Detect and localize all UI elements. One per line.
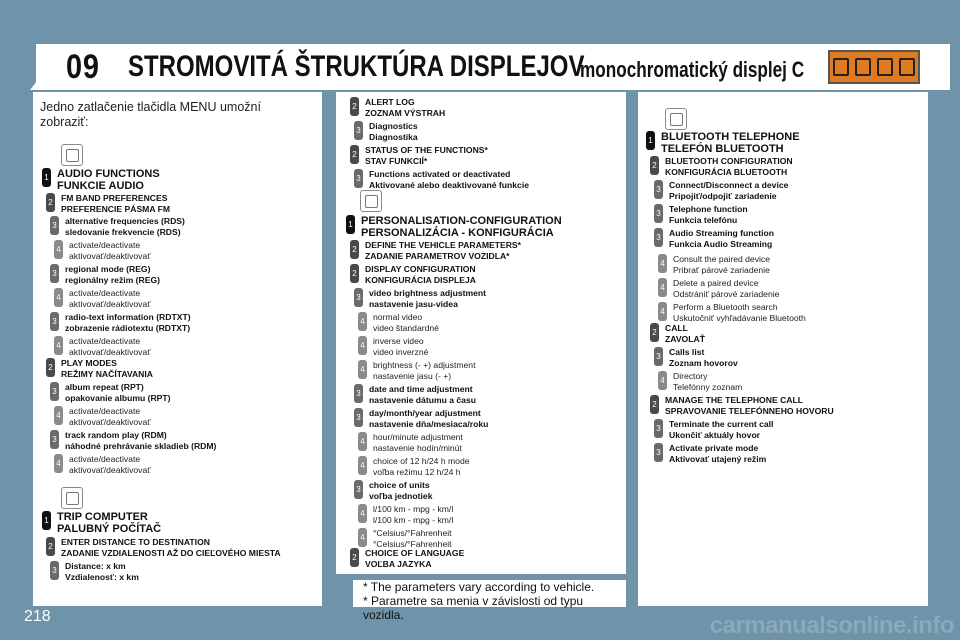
level-badge: 3 [50, 216, 59, 235]
item-label-sk: Aktivovať utajený režim [669, 453, 767, 464]
item-label-sk: Diagnostika [369, 131, 418, 142]
level-badge: 2 [350, 97, 359, 116]
tree-item-text [665, 156, 793, 177]
item-label-sk: ZAVOLAŤ [665, 333, 705, 344]
item-label-en: day/month/year adjustment [369, 408, 481, 418]
item-label-en: CHOICE OF LANGUAGE [365, 548, 465, 558]
item-label-sk: aktivovať/deaktivovať [69, 416, 151, 427]
item-label-sk: aktivovať/deaktivovať [69, 298, 151, 309]
tree-item-level-4 [658, 278, 779, 299]
item-label-sk: PERSONALIZÁCIA - KONFIGURÁCIA [361, 227, 554, 239]
tree-item-level-4 [358, 360, 475, 381]
level-badge: 2 [350, 264, 359, 283]
tree-item-text [61, 358, 153, 379]
level-badge: 3 [50, 430, 59, 449]
item-label-sk: Vzdialenosť: x km [65, 571, 139, 582]
item-label-sk: voľba jednotiek [369, 490, 433, 501]
item-label-sk: nastavenie dátumu a času [369, 394, 476, 405]
page-subtitle: monochromatický displej C [580, 57, 805, 82]
item-label-sk: ZOZNAM VÝSTRAH [365, 107, 446, 118]
item-label-en: Diagnostics [369, 121, 418, 131]
tree-item-level-4 [54, 240, 150, 261]
level-badge: 4 [54, 336, 63, 355]
item-label-sk: Odstrániť párové zariadenie [673, 288, 780, 299]
level-badge: 3 [654, 228, 663, 247]
item-label-sk: aktivovať/deaktivovať [69, 250, 151, 261]
audio-icon [61, 144, 83, 166]
item-label-sk: video štandardné [373, 322, 439, 333]
level-badge: 2 [350, 145, 359, 164]
level-badge: 4 [658, 278, 667, 297]
level-badge: 3 [654, 419, 663, 438]
item-label-sk: voľba režimu 12 h/24 h [373, 466, 461, 477]
tree-item-level-2 [46, 537, 281, 558]
item-label-en: alternative frequencies (RDS) [65, 216, 185, 226]
item-label-en: activate/deactivate [69, 336, 141, 346]
level-badge: 4 [54, 454, 63, 473]
item-label-sk: °Celsius/°Fahrenheit [373, 538, 452, 549]
tree-item-level-3 [354, 169, 529, 190]
item-label-en: normal video [373, 312, 423, 322]
level-badge: 4 [658, 254, 667, 273]
tree-item-text [373, 528, 452, 549]
tree-item-text [57, 168, 160, 192]
level-badge: 1 [646, 131, 655, 150]
tree-item-text [373, 360, 475, 381]
item-label-sk: ZADANIE PARAMETROV VOZIDLA* [365, 250, 510, 261]
item-label-en: PERSONALISATION-CONFIGURATION [361, 215, 562, 227]
item-label-en: STATUS OF THE FUNCTIONS* [365, 145, 488, 155]
tree-item-text [373, 312, 439, 333]
item-label-sk: Uskutočniť vyhľadávanie Bluetooth [673, 312, 806, 323]
level-badge: 4 [358, 432, 367, 451]
item-label-en: °Celsius/°Fahrenheit [373, 528, 452, 538]
item-label-sk: video inverzné [373, 346, 429, 357]
item-label-sk: aktivovať/deaktivovať [69, 464, 151, 475]
level-badge: 4 [358, 504, 367, 523]
tree-item-level-3 [50, 382, 171, 403]
level-badge: 3 [50, 382, 59, 401]
item-label-en: album repeat (RPT) [65, 382, 144, 392]
tree-item-text [673, 278, 779, 299]
level-badge: 3 [354, 384, 363, 403]
page-title: STROMOVITÁ ŠTRUKTÚRA DISPLEJOV [128, 50, 585, 83]
item-label-en: brightness (- +) adjustment [373, 360, 476, 370]
level-badge: 2 [650, 323, 659, 342]
item-label-sk: náhodné prehrávanie skladieb (RDM) [65, 440, 217, 451]
item-label-en: PLAY MODES [61, 358, 117, 368]
tree-item-level-4 [54, 454, 150, 475]
level-badge: 3 [354, 408, 363, 427]
tree-item-text [369, 288, 486, 309]
tree-item-level-2 [350, 145, 488, 166]
tree-item-level-1 [346, 215, 562, 239]
item-label-en: regional mode (REG) [65, 264, 151, 274]
configuration-icon [360, 190, 382, 212]
item-label-en: ENTER DISTANCE TO DESTINATION [61, 537, 210, 547]
tree-item-level-4 [358, 504, 453, 525]
item-label-sk: KONFIGURÁCIA BLUETOOTH [665, 166, 788, 177]
tree-item-text [361, 215, 562, 239]
level-badge: 4 [54, 406, 63, 425]
item-label-en: date and time adjustment [369, 384, 473, 394]
item-label-sk: regionálny režim (REG) [65, 274, 161, 285]
item-label-en: video brightness adjustment [369, 288, 486, 298]
tree-item-text [369, 169, 529, 190]
item-label-en: FM BAND PREFERENCES [61, 193, 168, 203]
item-label-en: Perform a Bluetooth search [673, 302, 778, 312]
item-label-sk: sledovanie frekvencie (RDS) [65, 226, 181, 237]
level-badge: 2 [650, 395, 659, 414]
tree-item-text [673, 371, 742, 392]
tree-item-text [373, 504, 453, 525]
footnote-sk: * Parametre sa menia v závislosti od typu vozidla. [363, 594, 584, 622]
tree-item-text [669, 228, 774, 249]
item-label-sk: STAV FUNKCIÍ* [365, 155, 428, 166]
item-label-en: radio-text information (RDTXT) [65, 312, 191, 322]
tree-item-level-3 [50, 216, 185, 237]
item-label-en: Audio Streaming function [669, 228, 775, 238]
tree-item-level-4 [54, 406, 150, 427]
item-label-en: track random play (RDM) [65, 430, 167, 440]
item-label-en: TRIP COMPUTER [57, 511, 148, 523]
tree-item-level-3 [654, 204, 748, 225]
tree-item-level-3 [654, 443, 766, 464]
item-label-en: choice of 12 h/24 h mode [373, 456, 470, 466]
item-label-sk: aktivovať/deaktivovať [69, 346, 151, 357]
tree-item-level-4 [358, 336, 428, 357]
tree-item-level-2 [350, 264, 476, 285]
tree-item-text [365, 240, 521, 261]
tree-item-text [65, 264, 160, 285]
item-label-en: Activate private mode [669, 443, 759, 453]
level-badge: 3 [654, 180, 663, 199]
level-badge: 1 [346, 215, 355, 234]
tree-item-level-3 [50, 264, 160, 285]
level-badge: 3 [354, 288, 363, 307]
level-badge: 4 [658, 302, 667, 321]
tree-item-text [669, 204, 748, 225]
tree-item-level-3 [654, 347, 738, 368]
item-label-en: Telephone function [669, 204, 748, 214]
item-label-sk: Pripojiť/odpojiť zariadenie [669, 190, 777, 201]
level-badge: 2 [46, 537, 55, 556]
tree-item-level-4 [54, 336, 150, 357]
tree-item-level-2 [46, 358, 153, 379]
item-label-sk: KONFIGURÁCIA DISPLEJA [365, 274, 476, 285]
item-label-en: Delete a paired device [673, 278, 759, 288]
level-badge: 4 [358, 312, 367, 331]
item-label-sk: Aktivované alebo deaktivované funkcie [369, 179, 529, 190]
car-audio-icon [833, 58, 849, 76]
tree-item-text [69, 454, 150, 475]
item-label-sk: PALUBNÝ POČÍTAČ [57, 523, 162, 535]
item-label-en: Distance: x km [65, 561, 126, 571]
level-badge: 3 [354, 169, 363, 188]
level-badge: 4 [658, 371, 667, 390]
page-number: 218 [24, 608, 51, 625]
tree-item-level-4 [54, 288, 150, 309]
item-label-sk: ZADANIE VZDIALENOSTI AŽ DO CIEĽOVÉHO MIESTA [61, 547, 281, 558]
item-label-en: inverse video [373, 336, 424, 346]
chapter-number: 09 [66, 48, 100, 86]
item-label-en: Connect/Disconnect a device [669, 180, 789, 190]
tree-item-text [65, 382, 171, 403]
item-label-sk: opakovanie albumu (RPT) [65, 392, 171, 403]
item-label-en: Calls list [669, 347, 705, 357]
tree-item-text [673, 302, 806, 323]
intro-text: Jedno zatlačenie tlačidla MENU umožní zobraziť: [40, 100, 261, 129]
tree-item-level-3 [50, 561, 139, 582]
item-label-sk: Pribrať párové zariadenie [673, 264, 770, 275]
tree-item-text [669, 443, 766, 464]
tree-item-level-1 [42, 168, 160, 192]
tree-item-level-3 [654, 228, 774, 249]
level-badge: 3 [50, 312, 59, 331]
tree-item-level-4 [358, 456, 470, 477]
level-badge: 3 [354, 480, 363, 499]
item-label-sk: l/100 km - mpg - km/l [373, 514, 454, 525]
tree-item-text [669, 180, 788, 201]
item-label-en: activate/deactivate [69, 454, 141, 464]
tree-item-text [61, 537, 281, 558]
item-label-sk: Zoznam hovorov [669, 357, 738, 368]
level-badge: 3 [654, 347, 663, 366]
tree-item-text [65, 312, 191, 333]
item-label-sk: Funkcia Audio Streaming [669, 238, 773, 249]
tree-item-text [665, 395, 834, 416]
level-badge: 4 [54, 240, 63, 259]
tree-item-level-3 [654, 419, 773, 440]
settings-icon [899, 58, 915, 76]
tree-item-text [65, 216, 185, 237]
tree-item-text [661, 131, 800, 155]
tree-item-text [57, 511, 161, 535]
tree-item-level-3 [654, 180, 788, 201]
tree-item-text [673, 254, 770, 275]
tree-item-text [69, 406, 150, 427]
item-label-sk: nastavenie jasu-videa [369, 298, 458, 309]
tree-item-level-3 [354, 384, 476, 405]
item-label-en: ALERT LOG [365, 97, 415, 107]
item-label-sk: PREFERENCIE PÁSMA FM [61, 203, 171, 214]
item-label-sk: FUNKCIE AUDIO [57, 180, 144, 192]
item-label-en: MANAGE THE TELEPHONE CALL [665, 395, 803, 405]
tree-item-level-4 [658, 371, 742, 392]
tree-item-text [65, 561, 139, 582]
level-badge: 3 [50, 561, 59, 580]
tree-item-level-2 [350, 548, 464, 569]
level-badge: 2 [350, 240, 359, 259]
item-label-sk: Funkcia telefónu [669, 214, 738, 225]
level-badge: 3 [654, 204, 663, 223]
tree-item-level-3 [354, 121, 418, 142]
tree-item-level-2 [650, 323, 705, 344]
tree-item-level-1 [42, 511, 161, 535]
tree-item-text [365, 97, 445, 118]
level-badge: 2 [46, 358, 55, 377]
tree-item-level-4 [658, 302, 806, 323]
header-icon-strip [828, 50, 920, 84]
level-badge: 4 [358, 336, 367, 355]
tree-item-text [69, 240, 150, 261]
tree-item-level-4 [358, 312, 439, 333]
item-label-en: BLUETOOTH TELEPHONE [661, 131, 800, 143]
tree-item-level-2 [650, 395, 834, 416]
tree-item-text [369, 121, 418, 142]
item-label-sk: nastavenie hodín/minút [373, 442, 462, 453]
level-badge: 4 [358, 528, 367, 547]
item-label-sk: zobrazenie rádiotextu (RDTXT) [65, 322, 191, 333]
level-badge: 4 [358, 456, 367, 475]
item-label-en: Functions activated or deactivated [369, 169, 511, 179]
tree-item-level-2 [350, 240, 521, 261]
tree-item-text [365, 548, 464, 569]
footnotes [353, 580, 626, 622]
level-badge: 4 [358, 360, 367, 379]
item-label-en: activate/deactivate [69, 240, 141, 250]
item-label-en: Directory [673, 371, 708, 381]
tree-item-level-2 [650, 156, 793, 177]
tree-item-text [369, 384, 476, 405]
item-label-en: l/100 km - mpg - km/l [373, 504, 454, 514]
item-label-en: CALL [665, 323, 688, 333]
watermark: carmanualsonline.info [709, 612, 954, 639]
item-label-en: DISPLAY CONFIGURATION [365, 264, 476, 274]
tree-item-text [69, 288, 150, 309]
item-label-en: AUDIO FUNCTIONS [57, 168, 160, 180]
tree-item-level-3 [50, 312, 191, 333]
trip-computer-icon [61, 487, 83, 509]
tree-item-level-3 [354, 288, 486, 309]
tree-item-text [665, 323, 705, 344]
item-label-en: choice of units [369, 480, 430, 490]
bluetooth-phone-icon [665, 108, 687, 130]
level-badge: 3 [654, 443, 663, 462]
level-badge: 2 [650, 156, 659, 175]
tree-item-level-3 [354, 408, 488, 429]
tree-item-text [373, 336, 428, 357]
fuel-icon [855, 58, 871, 76]
tree-item-text [669, 419, 773, 440]
item-label-sk: nastavenie jasu (- +) [373, 370, 452, 381]
item-label-en: BLUETOOTH CONFIGURATION [665, 156, 793, 166]
tree-item-text [69, 336, 150, 357]
item-label-sk: VOĽBA JAZYKA [365, 558, 432, 569]
item-label-en: activate/deactivate [69, 406, 141, 416]
level-badge: 3 [354, 121, 363, 140]
item-label-en: Consult the paired device [673, 254, 770, 264]
item-label-sk: Ukončiť aktuály hovor [669, 429, 761, 440]
level-badge: 3 [50, 264, 59, 283]
level-badge: 1 [42, 511, 51, 530]
tree-item-level-3 [354, 480, 432, 501]
phone-icon [877, 58, 893, 76]
tree-item-level-1 [646, 131, 800, 155]
tree-item-level-2 [46, 193, 170, 214]
item-label-sk: TELEFÓN BLUETOOTH [661, 143, 784, 155]
tree-item-level-4 [358, 432, 463, 453]
level-badge: 2 [46, 193, 55, 212]
tree-item-text [365, 264, 476, 285]
tree-item-level-3 [50, 430, 216, 451]
footnote-en: * The parameters vary according to vehicle. [363, 580, 595, 594]
tree-item-text [669, 347, 738, 368]
item-label-en: Terminate the current call [669, 419, 774, 429]
tree-item-text [373, 432, 463, 453]
item-label-en: DEFINE THE VEHICLE PARAMETERS* [365, 240, 521, 250]
item-label-sk: SPRAVOVANIE TELEFÓNNEHO HOVORU [665, 405, 834, 416]
tree-item-text [365, 145, 488, 166]
tree-item-text [65, 430, 216, 451]
tree-item-level-4 [658, 254, 770, 275]
item-label-en: hour/minute adjustment [373, 432, 463, 442]
tree-item-text [373, 456, 470, 477]
item-label-en: activate/deactivate [69, 288, 141, 298]
level-badge: 2 [350, 548, 359, 567]
tree-item-level-2 [350, 97, 445, 118]
tree-item-text [61, 193, 170, 214]
tree-item-text [369, 480, 432, 501]
level-badge: 1 [42, 168, 51, 187]
item-label-sk: REŽIMY NAČÍTAVANIA [61, 368, 153, 379]
item-label-sk: Telefónny zoznam [673, 381, 743, 392]
level-badge: 4 [54, 288, 63, 307]
tree-item-level-4 [358, 528, 452, 549]
tree-item-text [369, 408, 488, 429]
item-label-sk: nastavenie dňa/mesiaca/roku [369, 418, 489, 429]
